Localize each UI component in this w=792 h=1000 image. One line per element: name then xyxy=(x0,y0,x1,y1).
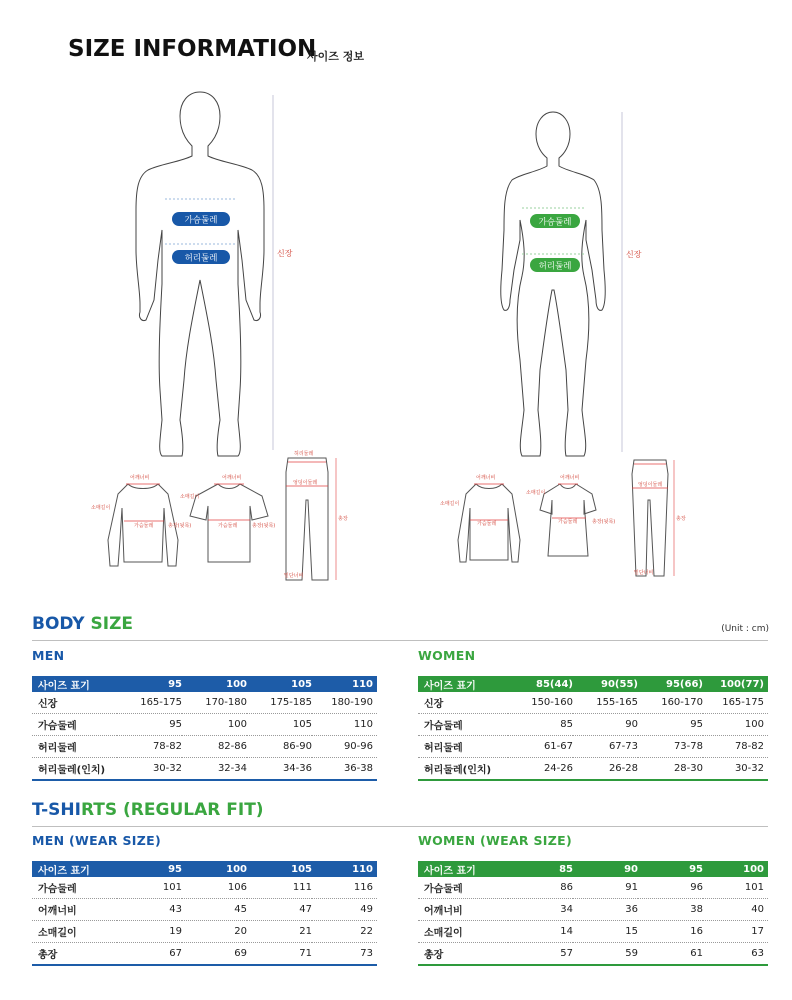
measurement-value: 71 xyxy=(247,943,312,966)
measurement-label: 어깨너비 xyxy=(418,899,508,921)
size-header-cell: 100 xyxy=(703,861,768,877)
measurement-value: 116 xyxy=(312,877,377,899)
women-ls-sleeve-label: 소매길이 xyxy=(440,501,460,507)
size-diagram xyxy=(0,80,792,600)
measurement-value: 105 xyxy=(247,714,312,736)
size-label-header: 사이즈 표기 xyxy=(32,676,117,692)
women-pants-hem-label: 밑단너비 xyxy=(634,570,654,576)
measurement-value: 45 xyxy=(182,899,247,921)
measurement-label: 허리둘레(인치) xyxy=(32,758,117,781)
measurement-value: 49 xyxy=(312,899,377,921)
men-ls-length-label: 총장(뒷목) xyxy=(168,523,192,529)
measurement-value: 22 xyxy=(312,921,377,943)
measurement-value: 28-30 xyxy=(638,758,703,781)
female-waist-label: 허리둘레 xyxy=(538,261,572,272)
size-header-cell: 110 xyxy=(312,861,377,877)
measurement-label: 소매길이 xyxy=(32,921,117,943)
size-header-cell: 95 xyxy=(117,861,182,877)
measurement-label: 신장 xyxy=(32,692,117,714)
table-header-row xyxy=(32,861,377,877)
measurement-label: 허리둘레 xyxy=(32,736,117,758)
measurement-value: 19 xyxy=(117,921,182,943)
measurement-value: 67 xyxy=(117,943,182,966)
measurement-value: 63 xyxy=(703,943,768,966)
size-header-cell: 100 xyxy=(182,676,247,692)
tshirts-women-table xyxy=(418,861,768,966)
women-pants-hip-label: 엉덩이둘레 xyxy=(638,482,663,488)
measurement-label: 가슴둘레 xyxy=(32,877,117,899)
measurement-value: 95 xyxy=(638,714,703,736)
unit-label: (Unit : cm) xyxy=(721,624,769,634)
table-row xyxy=(418,736,768,758)
measurement-value: 78-82 xyxy=(703,736,768,758)
table-row xyxy=(32,692,377,714)
measurement-value: 26-28 xyxy=(573,758,638,781)
size-label-header: 사이즈 표기 xyxy=(418,861,508,877)
body-size-heading-b: SIZE xyxy=(90,614,134,634)
men-pants-length-label: 총장 xyxy=(338,516,348,522)
body-men-table xyxy=(32,676,377,781)
women-ls-chest-label: 가슴둘레 xyxy=(477,521,497,527)
men-ls-sleeve-label: 소매길이 xyxy=(91,505,111,511)
tshirts-heading-a: T-SHI xyxy=(32,800,81,820)
table-row xyxy=(418,921,768,943)
measurement-value: 180-190 xyxy=(312,692,377,714)
men-pants-waist-label: 허리둘레 xyxy=(294,451,314,457)
table-row xyxy=(32,921,377,943)
table-row xyxy=(418,692,768,714)
tshirts-women-heading: WOMEN (WEAR SIZE) xyxy=(418,833,572,848)
measurement-value: 61 xyxy=(638,943,703,966)
men-ss-sleeve-label: 소매길이 xyxy=(180,494,200,500)
measurement-value: 24-26 xyxy=(508,758,573,781)
measurement-value: 96 xyxy=(638,877,703,899)
measurement-value: 16 xyxy=(638,921,703,943)
women-ss-chest-label: 가슴둘레 xyxy=(558,519,578,525)
male-waist-label: 허리둘레 xyxy=(184,253,218,264)
women-pants xyxy=(632,460,668,576)
measurement-value: 165-175 xyxy=(117,692,182,714)
measurement-value: 78-82 xyxy=(117,736,182,758)
tshirts-heading xyxy=(32,800,264,820)
table-row xyxy=(418,877,768,899)
body-men-heading: MEN xyxy=(32,648,65,663)
tshirts-men-heading: MEN (WEAR SIZE) xyxy=(32,833,161,848)
measurement-value: 34 xyxy=(508,899,573,921)
measurement-label: 허리둘레 xyxy=(418,736,508,758)
table-row xyxy=(418,758,768,781)
measurement-label: 총장 xyxy=(418,943,508,966)
measurement-value: 175-185 xyxy=(247,692,312,714)
male-chest-label: 가슴둘레 xyxy=(184,215,218,226)
table-row xyxy=(418,714,768,736)
measurement-label: 가슴둘레 xyxy=(418,877,508,899)
female-height-label: 신장 xyxy=(626,250,642,259)
body-women-heading: WOMEN xyxy=(418,648,476,663)
measurement-value: 15 xyxy=(573,921,638,943)
table-row xyxy=(32,899,377,921)
men-ls-chest-label: 가슴둘레 xyxy=(134,523,154,529)
measurement-value: 34-36 xyxy=(247,758,312,781)
page-title: SIZE INFORMATION xyxy=(68,36,317,62)
size-header-cell: 95 xyxy=(117,676,182,692)
measurement-value: 36-38 xyxy=(312,758,377,781)
measurement-value: 47 xyxy=(247,899,312,921)
measurement-value: 21 xyxy=(247,921,312,943)
measurement-value: 100 xyxy=(703,714,768,736)
table-row xyxy=(32,736,377,758)
measurement-value: 155-165 xyxy=(573,692,638,714)
measurement-value: 110 xyxy=(312,714,377,736)
measurement-value: 32-34 xyxy=(182,758,247,781)
measurement-value: 85 xyxy=(508,714,573,736)
page-subtitle: 사이즈 정보 xyxy=(307,50,364,63)
men-ss-chest-label: 가슴둘레 xyxy=(218,523,238,529)
measurement-label: 소매길이 xyxy=(418,921,508,943)
women-ss-sleeve-label: 소매길이 xyxy=(526,490,546,496)
women-ss-length-label: 총장(뒷목) xyxy=(592,519,616,525)
measurement-value: 111 xyxy=(247,877,312,899)
male-body-figure xyxy=(136,92,264,456)
size-header-cell: 85(44) xyxy=(508,676,573,692)
measurement-value: 36 xyxy=(573,899,638,921)
men-pants-hem-label: 밑단너비 xyxy=(284,573,304,579)
measurement-value: 20 xyxy=(182,921,247,943)
size-header-cell: 95 xyxy=(638,861,703,877)
measurement-label: 어깨너비 xyxy=(32,899,117,921)
size-label-header: 사이즈 표기 xyxy=(418,676,508,692)
women-ss-shoulder-label: 어깨너비 xyxy=(560,475,580,481)
measurement-value: 100 xyxy=(182,714,247,736)
measurement-value: 165-175 xyxy=(703,692,768,714)
measurement-label: 허리둘레(인치) xyxy=(418,758,508,781)
measurement-value: 67-73 xyxy=(573,736,638,758)
measurement-value: 90 xyxy=(573,714,638,736)
measurement-value: 38 xyxy=(638,899,703,921)
measurement-value: 73 xyxy=(312,943,377,966)
size-header-cell: 90(55) xyxy=(573,676,638,692)
body-size-heading-a: BODY xyxy=(32,614,85,634)
measurement-label: 가슴둘레 xyxy=(32,714,117,736)
measurement-value: 170-180 xyxy=(182,692,247,714)
tshirts-men-table xyxy=(32,861,377,966)
men-pants-hip-label: 엉덩이둘레 xyxy=(293,480,318,486)
table-row xyxy=(418,899,768,921)
measurement-value: 14 xyxy=(508,921,573,943)
measurement-value: 86-90 xyxy=(247,736,312,758)
men-ss-shoulder-label: 어깨너비 xyxy=(222,475,242,481)
men-ss-length-label: 총장(뒷목) xyxy=(252,523,276,529)
size-header-cell: 85 xyxy=(508,861,573,877)
measurement-value: 57 xyxy=(508,943,573,966)
measurement-value: 73-78 xyxy=(638,736,703,758)
men-pants xyxy=(286,458,328,580)
tshirts-divider xyxy=(32,826,768,827)
size-header-cell: 90 xyxy=(573,861,638,877)
measurement-value: 40 xyxy=(703,899,768,921)
measurement-value: 82-86 xyxy=(182,736,247,758)
measurement-value: 69 xyxy=(182,943,247,966)
size-header-cell: 105 xyxy=(247,676,312,692)
size-header-cell: 100(77) xyxy=(703,676,768,692)
female-chest-label: 가슴둘레 xyxy=(538,217,572,228)
men-ls-shoulder-label: 어깨너비 xyxy=(130,475,150,481)
measurement-value: 90-96 xyxy=(312,736,377,758)
measurement-label: 총장 xyxy=(32,943,117,966)
measurement-label: 신장 xyxy=(418,692,508,714)
measurement-value: 59 xyxy=(573,943,638,966)
table-header-row xyxy=(418,861,768,877)
tshirts-heading-b: RTS (REGULAR FIT) xyxy=(80,800,264,820)
table-row xyxy=(32,877,377,899)
male-height-label: 신장 xyxy=(277,249,293,258)
table-header-row xyxy=(32,676,377,692)
size-label-header: 사이즈 표기 xyxy=(32,861,117,877)
measurement-value: 150-160 xyxy=(508,692,573,714)
measurement-value: 43 xyxy=(117,899,182,921)
measurement-value: 106 xyxy=(182,877,247,899)
measurement-value: 86 xyxy=(508,877,573,899)
table-row xyxy=(418,943,768,966)
table-header-row xyxy=(418,676,768,692)
measurement-value: 30-32 xyxy=(703,758,768,781)
table-row xyxy=(32,714,377,736)
size-header-cell: 100 xyxy=(182,861,247,877)
measurement-value: 95 xyxy=(117,714,182,736)
body-size-heading xyxy=(32,614,133,634)
women-pants-length-label: 총장 xyxy=(676,516,686,522)
table-row xyxy=(32,758,377,781)
body-women-table xyxy=(418,676,768,781)
measurement-value: 101 xyxy=(117,877,182,899)
measurement-label: 가슴둘레 xyxy=(418,714,508,736)
measurement-value: 61-67 xyxy=(508,736,573,758)
size-header-cell: 105 xyxy=(247,861,312,877)
table-row xyxy=(32,943,377,966)
size-header-cell: 95(66) xyxy=(638,676,703,692)
measurement-value: 30-32 xyxy=(117,758,182,781)
women-ls-shoulder-label: 어깨너비 xyxy=(476,475,496,481)
measurement-value: 101 xyxy=(703,877,768,899)
body-size-divider xyxy=(32,640,768,641)
measurement-value: 17 xyxy=(703,921,768,943)
measurement-value: 91 xyxy=(573,877,638,899)
measurement-value: 160-170 xyxy=(638,692,703,714)
size-header-cell: 110 xyxy=(312,676,377,692)
female-body-figure xyxy=(501,112,606,456)
